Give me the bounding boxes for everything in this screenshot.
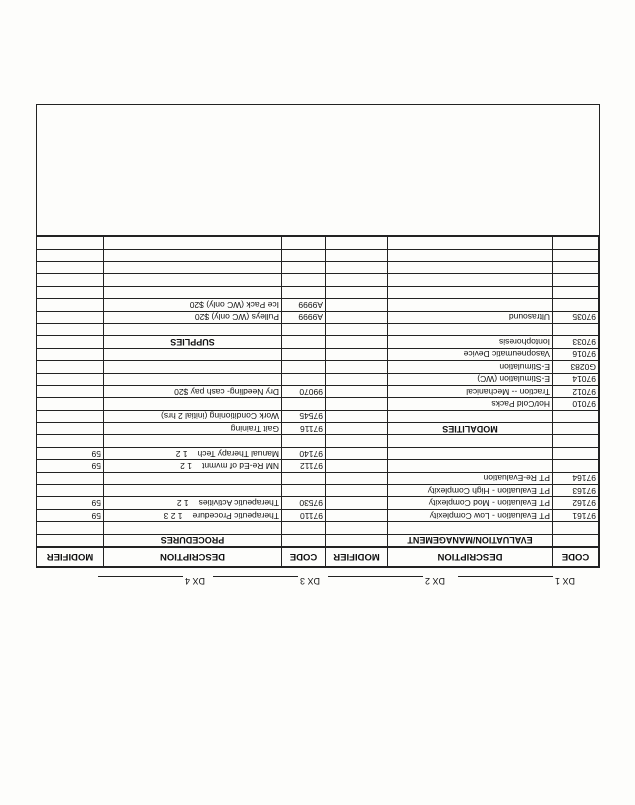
left-description-cell-text: PT Evaluation - Low Complexity: [429, 510, 550, 521]
right-code-cell[interactable]: [282, 348, 326, 360]
table-row: [37, 485, 599, 497]
left-modifier-cell[interactable]: [326, 385, 388, 397]
left-code-cell[interactable]: [553, 522, 599, 534]
table-row: [37, 472, 599, 484]
left-code-cell[interactable]: [553, 336, 599, 348]
left-description-cell[interactable]: [388, 497, 553, 509]
left-code-cell[interactable]: [553, 398, 599, 410]
left-modifier-cell[interactable]: [326, 361, 388, 373]
table-row: [37, 311, 599, 323]
left-description-cell[interactable]: [388, 534, 553, 547]
table-row: [37, 410, 599, 422]
left-modifier-cell[interactable]: [326, 410, 388, 422]
left-code-cell[interactable]: [553, 385, 599, 397]
right-modifier-cell[interactable]: [37, 534, 104, 547]
right-description-cell[interactable]: [104, 472, 282, 484]
left-code-cell[interactable]: [553, 274, 599, 286]
left-code-header: CODE: [553, 547, 599, 567]
right-code-cell-text: 97545: [299, 411, 323, 422]
left-code-cell[interactable]: [553, 435, 599, 447]
left-description-cell[interactable]: [388, 472, 553, 484]
left-description-cell-text: PT Re-Evaluation: [483, 473, 550, 484]
right-description-cell[interactable]: [104, 485, 282, 497]
left-code-cell[interactable]: [553, 249, 599, 261]
dx4-label: DX 4: [184, 576, 205, 586]
right-modifier-cell[interactable]: [37, 522, 104, 534]
left-code-cell[interactable]: [553, 447, 599, 459]
left-description-cell[interactable]: [388, 435, 553, 447]
left-code-cell[interactable]: [553, 323, 599, 335]
right-code-cell[interactable]: [282, 286, 326, 298]
left-description-cell[interactable]: [388, 385, 553, 397]
left-description-cell-text: Iontophoresis: [498, 337, 550, 348]
right-description-cell-text: PROCEDURES: [160, 535, 225, 546]
left-code-cell[interactable]: [553, 373, 599, 385]
right-code-cell[interactable]: [282, 410, 326, 422]
right-code-cell-text: A9999: [298, 299, 323, 310]
left-code-cell[interactable]: [553, 361, 599, 373]
right-modifier-cell[interactable]: [37, 485, 104, 497]
right-description-header: DESCRIPTION: [104, 547, 282, 567]
left-modifier-cell[interactable]: [326, 447, 388, 459]
left-code-cell-text: 97012: [572, 386, 596, 397]
right-code-header: CODE: [282, 547, 326, 567]
right-description-cell[interactable]: [104, 522, 282, 534]
table-row: [37, 497, 599, 509]
table-row: [37, 286, 599, 298]
left-description-cell[interactable]: [388, 447, 553, 459]
table-row: [37, 385, 599, 397]
right-modifier-cell-text: 59: [91, 498, 101, 509]
right-modifier-cell[interactable]: [37, 472, 104, 484]
right-code-cell-text: 97112: [299, 460, 323, 471]
table-row: [37, 361, 599, 373]
table-row: [37, 423, 599, 435]
left-modifier-cell[interactable]: [326, 323, 388, 335]
dx2-field[interactable]: [328, 576, 445, 587]
left-description-cell[interactable]: [388, 522, 553, 534]
right-description-cell[interactable]: [104, 361, 282, 373]
left-description-cell[interactable]: [388, 410, 553, 422]
dx1-field[interactable]: [458, 576, 575, 587]
left-code-cell-text: 97163: [572, 485, 596, 496]
unit-options[interactable]: 1 2: [180, 460, 192, 471]
right-code-cell[interactable]: [282, 534, 326, 547]
right-description-cell[interactable]: [104, 497, 282, 509]
table-row: [37, 509, 599, 521]
unit-options[interactable]: 1 2: [176, 498, 189, 509]
right-description-cell[interactable]: [104, 373, 282, 385]
table-row: [37, 348, 599, 360]
right-description-cell-text: Manual Therapy Tech: [197, 448, 279, 459]
left-description-cell[interactable]: [388, 460, 553, 472]
right-modifier-header: MODIFIER: [37, 547, 104, 567]
codes-table-body: [37, 237, 599, 547]
left-description-cell-text: E-Stimulation (WC): [477, 374, 550, 385]
right-description-cell-text: Work Conditioning (initial 2 hrs): [161, 411, 279, 422]
left-description-cell[interactable]: [388, 237, 553, 249]
left-modifier-cell[interactable]: [326, 497, 388, 509]
left-modifier-cell[interactable]: [326, 299, 388, 311]
right-description-cell[interactable]: [104, 286, 282, 298]
left-description-cell-text: Vasopneumatic Device: [463, 349, 550, 360]
right-modifier-cell[interactable]: [37, 423, 104, 435]
right-description-cell-text: Ice Pack (WC only) $20: [189, 299, 279, 310]
billing-codes-form: [36, 104, 600, 568]
table-row: [37, 299, 599, 311]
left-modifier-cell[interactable]: [326, 373, 388, 385]
left-modifier-cell[interactable]: [326, 237, 388, 249]
left-code-cell[interactable]: [553, 472, 599, 484]
left-modifier-cell[interactable]: [326, 262, 388, 274]
left-code-cell[interactable]: [553, 497, 599, 509]
right-description-cell[interactable]: [104, 435, 282, 447]
right-modifier-cell[interactable]: [37, 460, 104, 472]
left-code-cell[interactable]: [553, 423, 599, 435]
right-description-cell[interactable]: [104, 509, 282, 521]
right-description-cell[interactable]: [104, 336, 282, 348]
right-description-cell-text: Therapeutic Activities: [198, 498, 279, 509]
left-modifier-cell[interactable]: [326, 472, 388, 484]
right-code-cell-text: 97530: [299, 498, 323, 509]
right-modifier-cell[interactable]: [37, 398, 104, 410]
right-code-cell[interactable]: [282, 385, 326, 397]
table-row: [37, 237, 599, 249]
left-description-cell[interactable]: [388, 311, 553, 323]
left-description-cell[interactable]: [388, 423, 553, 435]
right-modifier-cell[interactable]: [37, 385, 104, 397]
dx4-field[interactable]: [98, 576, 205, 587]
header-row: [37, 547, 599, 567]
right-modifier-cell[interactable]: [37, 373, 104, 385]
right-modifier-cell[interactable]: [37, 447, 104, 459]
right-modifier-cell[interactable]: [37, 497, 104, 509]
left-description-header: DESCRIPTION: [388, 547, 553, 567]
left-code-cell[interactable]: [553, 237, 599, 249]
right-code-cell[interactable]: [282, 423, 326, 435]
table-row: [37, 262, 599, 274]
left-modifier-cell[interactable]: [326, 435, 388, 447]
left-description-cell-text: Traction -- Mechanical: [466, 386, 550, 397]
left-description-cell-text: PT Evaluation - Mod Complexity: [428, 498, 550, 509]
left-code-cell[interactable]: [553, 410, 599, 422]
left-modifier-header: MODIFIER: [326, 547, 388, 567]
right-modifier-cell[interactable]: [37, 323, 104, 335]
right-description-cell[interactable]: [104, 348, 282, 360]
right-description-cell[interactable]: [104, 237, 282, 249]
right-modifier-cell[interactable]: [37, 410, 104, 422]
left-code-cell[interactable]: [553, 534, 599, 547]
left-modifier-cell[interactable]: [326, 509, 388, 521]
dx1-blank: [458, 576, 553, 587]
left-code-cell[interactable]: [553, 509, 599, 521]
left-description-cell[interactable]: [388, 299, 553, 311]
left-modifier-cell[interactable]: [326, 348, 388, 360]
left-code-cell-text: 97161: [572, 510, 596, 521]
table-row: [37, 447, 599, 459]
right-code-cell-text: 97140: [299, 448, 323, 459]
right-modifier-cell[interactable]: [37, 299, 104, 311]
right-code-cell-text: 99070: [299, 386, 323, 397]
right-code-cell[interactable]: [282, 522, 326, 534]
left-description-cell[interactable]: [388, 398, 553, 410]
left-modifier-cell[interactable]: [326, 249, 388, 261]
left-description-cell[interactable]: [388, 348, 553, 360]
right-code-cell[interactable]: [282, 249, 326, 261]
left-description-cell[interactable]: [388, 373, 553, 385]
left-description-cell[interactable]: [388, 485, 553, 497]
table-row: [37, 336, 599, 348]
left-code-cell-text: 97010: [572, 399, 596, 410]
right-modifier-cell[interactable]: [37, 348, 104, 360]
left-code-cell[interactable]: [553, 311, 599, 323]
right-modifier-cell[interactable]: [37, 286, 104, 298]
right-description-cell-text: Pulleys (WC only) $20: [194, 312, 279, 323]
right-description-cell[interactable]: [104, 460, 282, 472]
right-description-cell[interactable]: [104, 262, 282, 274]
right-modifier-cell[interactable]: [37, 336, 104, 348]
right-code-cell[interactable]: [282, 509, 326, 521]
right-modifier-cell[interactable]: [37, 237, 104, 249]
left-modifier-cell[interactable]: [326, 398, 388, 410]
right-description-cell-text: NM Re-Ed of mvmnt: [202, 460, 279, 471]
left-modifier-cell[interactable]: [326, 336, 388, 348]
table-row: [37, 249, 599, 261]
right-code-cell[interactable]: [282, 373, 326, 385]
right-code-cell[interactable]: [282, 398, 326, 410]
table-row: [37, 522, 599, 534]
left-modifier-cell[interactable]: [326, 274, 388, 286]
right-code-cell[interactable]: [282, 361, 326, 373]
left-description-cell[interactable]: [388, 323, 553, 335]
left-description-cell[interactable]: [388, 286, 553, 298]
right-code-cell[interactable]: [282, 447, 326, 459]
right-code-cell[interactable]: [282, 323, 326, 335]
left-modifier-cell[interactable]: [326, 485, 388, 497]
unit-options[interactable]: 1 2: [175, 448, 188, 459]
left-modifier-cell[interactable]: [326, 460, 388, 472]
dx1-label: DX 1: [554, 576, 575, 586]
left-code-cell[interactable]: [553, 348, 599, 360]
left-description-cell[interactable]: [388, 509, 553, 521]
right-code-cell-text: 97116: [299, 423, 323, 434]
left-code-cell-text: 97014: [572, 374, 596, 385]
right-modifier-cell[interactable]: [37, 274, 104, 286]
left-code-cell-text: 97016: [572, 349, 596, 360]
right-description-cell-text: Therapeutic Procedure: [192, 510, 279, 521]
left-description-cell[interactable]: [388, 336, 553, 348]
left-code-cell[interactable]: [553, 286, 599, 298]
left-description-cell[interactable]: [388, 249, 553, 261]
left-description-cell-text: MODALITIES: [442, 423, 498, 434]
left-description-cell[interactable]: [388, 274, 553, 286]
left-description-cell-text: Ultrasound: [508, 312, 550, 323]
left-modifier-cell[interactable]: [326, 311, 388, 323]
right-code-cell-text: 97110: [299, 510, 323, 521]
left-code-cell[interactable]: [553, 299, 599, 311]
right-description-cell[interactable]: [104, 398, 282, 410]
left-code-cell-text: 97035: [572, 312, 596, 323]
right-modifier-cell[interactable]: [37, 361, 104, 373]
left-code-cell-text: 97162: [572, 498, 596, 509]
right-code-cell[interactable]: [282, 435, 326, 447]
right-description-cell-text: Gait Training: [230, 423, 279, 434]
left-code-cell[interactable]: [553, 485, 599, 497]
right-description-cell-text: Dry Needling- cash pay $20: [174, 386, 279, 397]
right-code-cell[interactable]: [282, 485, 326, 497]
notes-box[interactable]: [37, 105, 599, 236]
right-description-cell[interactable]: [104, 311, 282, 323]
right-modifier-cell[interactable]: [37, 311, 104, 323]
right-description-cell[interactable]: [104, 274, 282, 286]
right-description-cell[interactable]: [104, 410, 282, 422]
left-code-cell-text: 97033: [572, 337, 596, 348]
right-code-cell[interactable]: [282, 472, 326, 484]
right-modifier-cell[interactable]: [37, 249, 104, 261]
codes-table: [36, 236, 599, 567]
right-modifier-cell-text: 59: [91, 460, 101, 471]
table-row: [37, 323, 599, 335]
right-modifier-cell-text: 59: [91, 510, 101, 521]
dx3-field[interactable]: [213, 576, 320, 587]
table-row: [37, 534, 599, 547]
dx4-blank: [98, 576, 183, 587]
table-row: [37, 460, 599, 472]
dx3-label: DX 3: [299, 576, 320, 586]
dx3-blank: [213, 576, 298, 587]
right-description-cell[interactable]: [104, 534, 282, 547]
table-row: [37, 373, 599, 385]
table-row: [37, 435, 599, 447]
right-description-cell[interactable]: [104, 299, 282, 311]
left-description-cell[interactable]: [388, 262, 553, 274]
dx2-blank: [328, 576, 423, 587]
left-code-cell-text: G0283: [570, 361, 596, 372]
left-description-cell-text: EVALUATION/MANAGEMENT: [407, 535, 533, 546]
table-row: [37, 398, 599, 410]
left-modifier-cell[interactable]: [326, 522, 388, 534]
dx2-label: DX 2: [424, 576, 445, 586]
right-description-cell[interactable]: [104, 249, 282, 261]
left-code-cell[interactable]: [553, 262, 599, 274]
left-modifier-cell[interactable]: [326, 286, 388, 298]
right-code-cell[interactable]: [282, 299, 326, 311]
right-modifier-cell[interactable]: [37, 262, 104, 274]
right-description-cell[interactable]: [104, 385, 282, 397]
left-modifier-cell[interactable]: [326, 423, 388, 435]
right-description-cell-text: SUPPLIES: [170, 337, 215, 348]
left-code-cell-text: 97164: [572, 473, 596, 484]
right-code-cell-text: A9999: [298, 312, 323, 323]
right-modifier-cell-text: 59: [91, 448, 101, 459]
left-description-cell-text: Hot/Cold Packs: [491, 399, 550, 410]
unit-options[interactable]: 1 2 3: [163, 510, 183, 521]
left-modifier-cell[interactable]: [326, 534, 388, 547]
right-code-cell[interactable]: [282, 336, 326, 348]
right-code-cell[interactable]: [282, 237, 326, 249]
left-code-cell[interactable]: [553, 460, 599, 472]
right-modifier-cell[interactable]: [37, 509, 104, 521]
right-description-cell[interactable]: [104, 447, 282, 459]
right-modifier-cell[interactable]: [37, 435, 104, 447]
left-description-cell-text: E-Stimulation: [499, 361, 550, 372]
right-code-cell[interactable]: [282, 274, 326, 286]
left-description-cell-text: PT Evaluation - High Complexity: [427, 485, 550, 496]
left-description-cell[interactable]: [388, 361, 553, 373]
right-code-cell[interactable]: [282, 497, 326, 509]
right-code-cell[interactable]: [282, 262, 326, 274]
right-code-cell[interactable]: [282, 311, 326, 323]
diagnosis-line: [0, 567, 635, 587]
right-description-cell[interactable]: [104, 323, 282, 335]
right-description-cell[interactable]: [104, 423, 282, 435]
table-row: [37, 274, 599, 286]
right-code-cell[interactable]: [282, 460, 326, 472]
